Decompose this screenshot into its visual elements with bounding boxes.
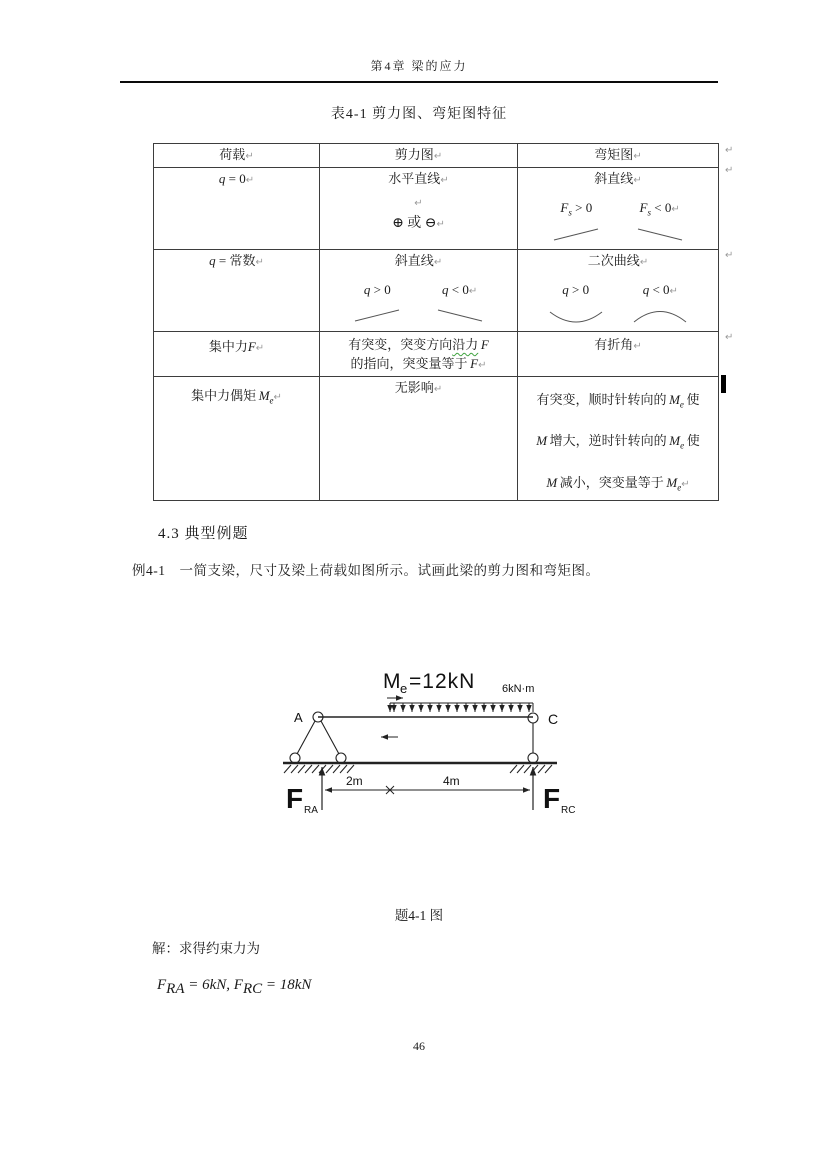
paragraph-mark: ↵ [245, 151, 254, 162]
math-q: q [209, 252, 216, 268]
math-eq0: = 0 [225, 170, 246, 186]
cell-load-couple [154, 376, 320, 500]
example-statement: 例4-1 一简支梁，尺寸及梁上荷载如图所示。试画此梁的剪力图和弯矩图。 [132, 563, 600, 578]
header-shear-label: 剪力图 [394, 147, 434, 162]
math-M: M [666, 474, 678, 490]
math-lt0: < 0 [651, 199, 672, 215]
figure-caption: 题4-1 图 [394, 908, 444, 923]
reaction-label-frc [543, 783, 575, 816]
math-q: q [363, 281, 371, 297]
moment-jump-line1: 有突变，顺时针转向的 [536, 391, 667, 407]
condition-q-positive [546, 281, 606, 326]
cell-load-q0 [154, 167, 320, 249]
math-sub-RC: RC [242, 981, 263, 997]
moment-label-sub-e: e [400, 681, 408, 696]
moment-quadratic-label: 二次曲线 [587, 252, 640, 268]
page-number: 46 [413, 1039, 425, 1053]
cell-shear-q0 [320, 167, 518, 249]
table-row-q0 [154, 167, 719, 249]
beam-figure [280, 655, 600, 820]
math-sub-RA: RA [166, 981, 185, 997]
math-M-sub: e [269, 395, 274, 406]
math-gt0: > 0 [370, 281, 391, 297]
math-F: F [233, 977, 243, 993]
concave-up-curve-sketch [546, 306, 606, 326]
reaction-F-right: F [543, 783, 561, 814]
paragraph-mark: ↵ [671, 203, 680, 215]
math-F: F [157, 977, 167, 993]
paragraph-mark: ↵ [255, 342, 265, 354]
cell-moment-qconst [518, 249, 719, 331]
rising-line-sketch [349, 306, 405, 324]
reaction-equation [157, 977, 311, 998]
math-M-sub: e [680, 440, 685, 451]
math-M: M [669, 433, 681, 449]
moment-label-value: =12kN [409, 670, 476, 693]
ground-hatching-right [510, 765, 552, 773]
cell-shear-qconst [320, 249, 518, 331]
paragraph-mark: ↵ [633, 340, 642, 352]
moment-couple-label [383, 670, 475, 698]
reaction-label-fra [286, 783, 318, 816]
condition-q-negative [630, 281, 690, 326]
reaction-sub-RC: RC [561, 805, 576, 816]
point-c-label: C [548, 711, 559, 727]
table-title: 表4-1 剪力图、弯矩图特征 [330, 107, 508, 122]
table-row-marker [721, 375, 726, 393]
moment-jump-line2: 增大，逆时针转向的 [549, 433, 667, 449]
math-F-sub: s [568, 207, 572, 218]
math-M-sub: e [679, 399, 684, 410]
reaction-sub-RA: RA [304, 805, 318, 816]
math-gt0: > 0 [571, 199, 593, 215]
paragraph-mark: ↵ [639, 256, 649, 268]
header-moment-label: 弯矩图 [594, 147, 634, 162]
solution-intro: 解：求得约束力为 [152, 941, 260, 956]
paragraph-mark: ↵ [245, 174, 255, 186]
moment-jump-line1-end: 使 [686, 391, 700, 407]
cell-shear-force [320, 331, 518, 376]
distributed-load-arrows [390, 703, 533, 712]
paragraph-mark: ↵ [255, 256, 264, 268]
moment-jump-line3: 减小，突变量等于 [559, 474, 664, 490]
math-eq-const: = 常数 [215, 252, 256, 268]
paragraph-mark: ↵ [633, 151, 642, 162]
moment-label-M: M [383, 670, 401, 693]
falling-line-sketch [432, 306, 488, 324]
table-row-couple-moment [154, 376, 719, 500]
math-lt0: < 0 [448, 281, 469, 297]
table-header-row [154, 144, 719, 168]
no-effect-label: 无影响 [394, 379, 434, 395]
paragraph-mark: ↵ [433, 151, 443, 162]
header-cell-shear [320, 144, 518, 168]
math-q: q [642, 281, 650, 297]
math-F: F [560, 199, 569, 215]
rising-line-sketch [548, 225, 604, 243]
paragraph-mark: ↵ [433, 383, 443, 395]
math-gt0: > 0 [568, 281, 590, 297]
paragraph-mark: ↵ [681, 478, 690, 490]
roller-support-c [528, 713, 538, 763]
paragraph-mark: ↵ [273, 391, 282, 403]
point-a-label: A [294, 710, 303, 725]
row-end-mark: ↵ [725, 145, 734, 156]
shear-jump-text-2: 的指向，突变量等于 [350, 355, 468, 371]
math-M: M [546, 474, 558, 490]
concentrated-force-label: 集中力 [208, 338, 248, 354]
header-rule [120, 81, 718, 83]
condition-q-positive [349, 281, 405, 324]
math-eq-18kN: = 18kN [262, 977, 312, 993]
paragraph-mark: ↵ [478, 359, 487, 371]
chapter-header: 第4章 梁的应力 [370, 59, 468, 73]
cell-moment-q0 [518, 167, 719, 249]
table-row-concentrated-force [154, 331, 719, 376]
math-q: q [442, 281, 449, 297]
grammar-squiggle-text: 沿力 [452, 336, 479, 352]
shear-horizontal-line-label: 水平直线 [388, 170, 441, 186]
math-q: q [562, 281, 569, 297]
reaction-F-left: F [286, 783, 304, 814]
math-M: M [258, 387, 270, 403]
header-cell-load [154, 144, 320, 168]
moment-kink-label: 有折角 [594, 336, 634, 352]
row-end-mark: ↵ [725, 250, 734, 261]
math-F: F [247, 338, 256, 354]
cell-shear-couple [320, 376, 518, 500]
paragraph-mark: ↵ [633, 174, 642, 186]
cell-moment-force [518, 331, 719, 376]
section-heading: 4.3 典型例题 [158, 526, 249, 542]
paragraph-mark: ↵ [440, 174, 449, 186]
condition-fs-positive [548, 199, 604, 244]
concave-down-curve-sketch [630, 306, 690, 326]
math-q: q [218, 170, 226, 186]
distributed-load-label: 6kN·m [502, 683, 535, 695]
dimension-4m-label: 4m [443, 774, 460, 788]
falling-line-sketch [632, 225, 688, 243]
ground-hatching-left [284, 765, 354, 773]
math-F: F [480, 336, 489, 352]
cell-moment-couple [518, 376, 719, 500]
dimension-2m-label: 2m [346, 774, 363, 788]
math-M: M [536, 433, 548, 449]
moment-jump-line2-end: 使 [686, 433, 700, 449]
couple-moment-label: 集中力偶矩 [191, 387, 257, 403]
header-cell-moment [518, 144, 719, 168]
math-F: F [470, 355, 479, 371]
math-eq-6kN: = 6kN, [184, 977, 234, 993]
math-M: M [669, 391, 680, 407]
paragraph-mark: ↵ [468, 285, 478, 297]
cell-load-force [154, 331, 320, 376]
shear-moment-table [153, 143, 719, 501]
shear-jump-text-1: 有突变，突变方向 [348, 336, 453, 352]
math-lt0: < 0 [649, 281, 670, 297]
condition-q-negative [432, 281, 488, 324]
math-F-sub: s [647, 207, 652, 218]
cell-load-qconst [154, 249, 320, 331]
moment-sloped-line-label: 斜直线 [594, 170, 634, 186]
header-load-label: 荷载 [219, 147, 246, 162]
row-end-mark: ↵ [725, 332, 734, 343]
plus-minus-signs: ⊕ 或 ⊖ [392, 215, 437, 231]
row-end-mark: ↵ [725, 165, 734, 176]
math-M-sub: e [677, 482, 682, 493]
paragraph-mark: ↵ [669, 285, 678, 297]
paragraph-mark: ↵ [436, 218, 445, 230]
paragraph-mark: ↵ [414, 197, 423, 209]
shear-sloped-line-label: 斜直线 [394, 252, 434, 268]
paragraph-mark: ↵ [433, 256, 443, 268]
table-row-q-const [154, 249, 719, 331]
math-F: F [639, 199, 648, 215]
condition-fs-negative [632, 199, 688, 244]
